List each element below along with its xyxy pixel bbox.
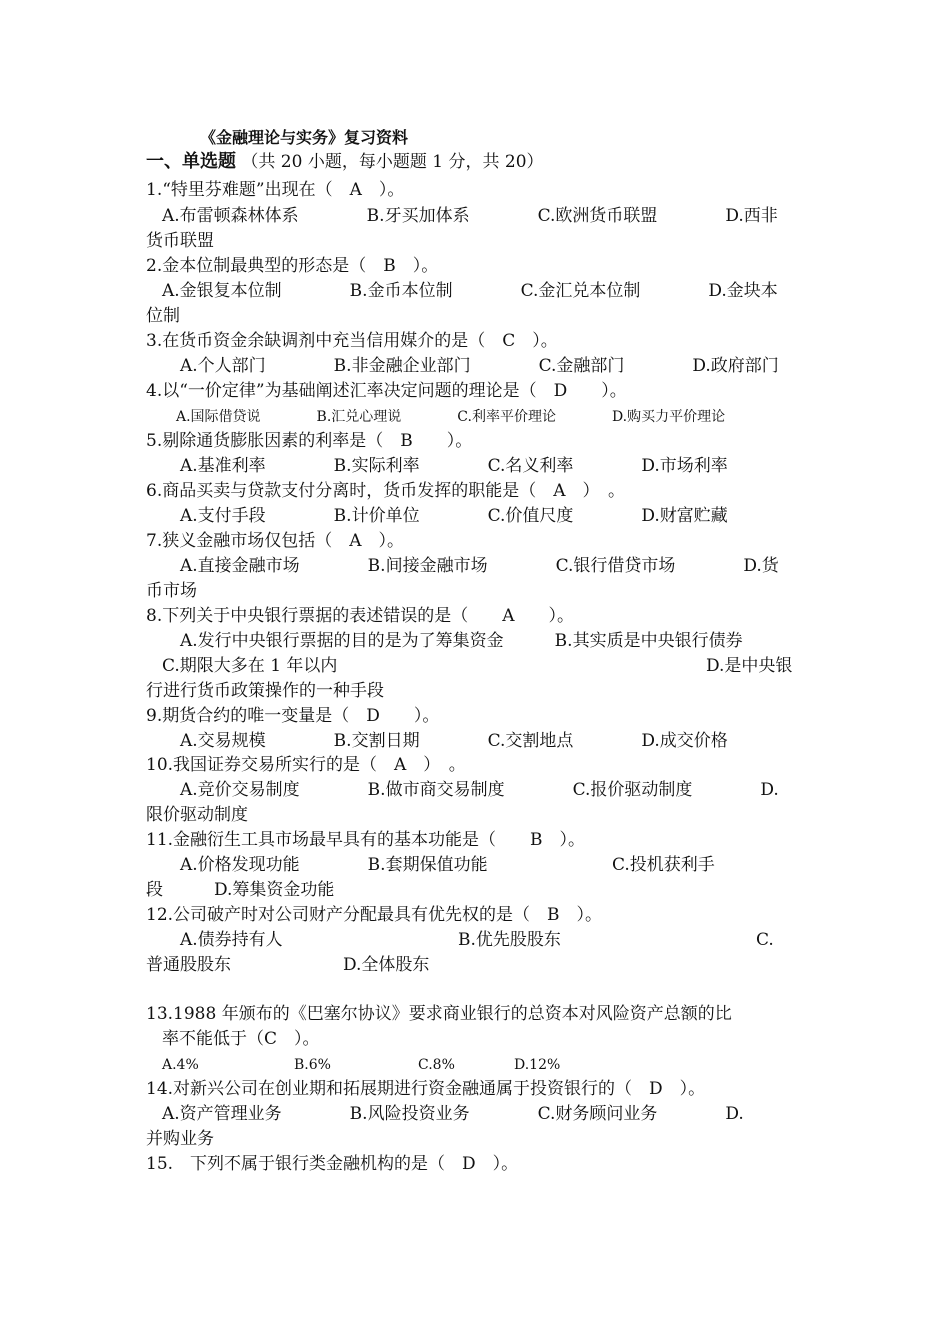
question-10-options: A.竞价交易制度 B.做市商交易制度 C.报价驱动制度 D.: [180, 780, 779, 800]
question-2-options: A.金银复本位制 B.金币本位制 C.金汇兑本位制 D.金块本: [162, 281, 778, 301]
question-1-options: A.布雷顿森林体系 B.牙买加体系 C.欧洲货币联盟 D.西非: [162, 206, 778, 226]
question-7-options: A.直接金融市场 B.间接金融市场 C.银行借贷市场 D.货: [180, 556, 779, 576]
question-8-option-c: C.期限大多在 1 年以内: [162, 656, 338, 676]
question-8-options: A.发行中央银行票据的目的是为了筹集资金 B.其实质是中央银行债券: [180, 631, 743, 651]
question-13-cont: 率不能低于（C ）。: [162, 1029, 320, 1049]
question-11-options-cont: 段 D.筹集资金功能: [146, 880, 335, 900]
question-7: 7.狭义金融市场仅包括（ A ）。: [146, 531, 404, 551]
question-11: 11.金融衍生工具市场最早具有的基本功能是（ B ）。: [146, 830, 586, 850]
question-7-options-cont: 币市场: [146, 581, 197, 601]
question-2-options-cont: 位制: [146, 306, 180, 326]
question-1: 1.“特里芬难题”出现在（ A ）。: [146, 180, 405, 200]
question-14: 14.对新兴公司在创业期和拓展期进行资金融通属于投资银行的（ D ）。: [146, 1079, 706, 1099]
section-heading: 一、单选题: [146, 151, 236, 172]
question-4-options: A.国际借贷说 B.汇兑心理说 C.利率平价理论 D.购买力平价理论: [176, 409, 726, 425]
question-13-option-a: A.4%: [162, 1057, 199, 1073]
document-title: 《金融理论与实务》复习资料: [200, 128, 409, 147]
question-5-options: A.基准利率 B.实际利率 C.名义利率 D.市场利率: [180, 456, 728, 476]
question-6: 6.商品买卖与贷款支付分离时，货币发挥的职能是（ A ） 。: [146, 481, 625, 501]
question-8-options-cont: 行进行货币政策操作的一种手段: [146, 681, 384, 701]
question-8: 8.下列关于中央银行票据的表述错误的是（ A ）。: [146, 606, 574, 626]
question-3-options: A.个人部门 B.非金融企业部门 C.金融部门 D.政府部门: [180, 356, 779, 376]
question-14-options: A.资产管理业务 B.风险投资业务 C.财务顾问业务 D.: [162, 1104, 744, 1124]
question-12-option-d: D.全体股东: [343, 955, 430, 975]
question-12-option-c: C.: [756, 930, 774, 950]
question-8-option-d: D.是中央银: [706, 656, 793, 676]
question-11-options: A.价格发现功能 B.套期保值功能: [180, 855, 488, 875]
question-13-option-d: D.12%: [514, 1057, 561, 1073]
question-12-option-b: B.优先股股东: [458, 930, 561, 950]
question-9: 9.期货合约的唯一变量是（ D ）。: [146, 706, 440, 726]
section-note: （共 20 小题，每小题题 1 分，共 20）: [241, 152, 544, 172]
question-13: 13.1988 年颁布的《巴塞尔协议》要求商业银行的总资本对风险资产总额的比: [146, 1004, 732, 1024]
question-3: 3.在货币资金余缺调剂中充当信用媒介的是（ C ）。: [146, 331, 558, 351]
question-12: 12.公司破产时对公司财产分配最具有优先权的是（ B ）。: [146, 905, 603, 925]
question-5: 5.剔除通货膨胀因素的利率是（ B ）。: [146, 431, 473, 451]
question-10-options-cont: 限价驱动制度: [146, 805, 248, 825]
question-4: 4.以“一价定律”为基础阐述汇率决定问题的理论是（ D ）。: [146, 381, 627, 401]
section-header: [146, 152, 544, 172]
question-11-option-c: C.投机获利手: [612, 855, 715, 875]
question-13-option-c: C.8%: [418, 1057, 455, 1073]
question-12-option-c-cont: 普通股股东: [146, 955, 231, 975]
question-13-option-b: B.6%: [294, 1057, 331, 1073]
question-12-option-a: A.债券持有人: [180, 930, 283, 950]
question-15: 15. 下列不属于银行类金融机构的是（ D ）。: [146, 1154, 519, 1174]
question-9-options: A.交易规模 B.交割日期 C.交割地点 D.成交价格: [180, 731, 728, 751]
question-2: 2.金本位制最典型的形态是（ B ）。: [146, 256, 439, 276]
question-10: 10.我国证券交易所实行的是（ A ） 。: [146, 755, 466, 775]
question-6-options: A.支付手段 B.计价单位 C.价值尺度 D.财富贮藏: [180, 506, 728, 526]
question-14-options-cont: 并购业务: [146, 1129, 214, 1149]
question-1-options-cont: 货币联盟: [146, 231, 214, 251]
